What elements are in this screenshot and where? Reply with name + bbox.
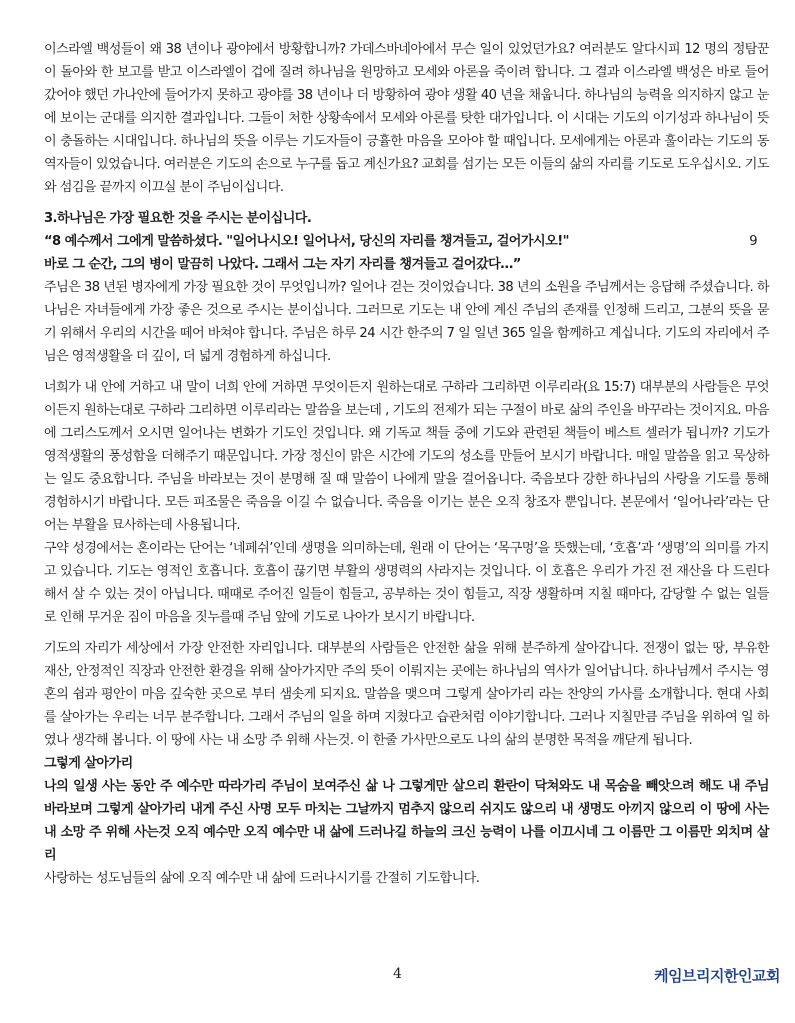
paragraph-gap: [44, 629, 769, 637]
verse-number: 9: [749, 234, 757, 249]
paragraph-gap: [44, 368, 769, 376]
section-heading-3: 3.하나님은 가장 필요한 것을 주시는 분이십니다.: [44, 211, 312, 226]
paragraph-wilderness: 이스라엘 백성들이 왜 38 년이나 광야에서 방황합니까? 가데스바네아에서 무슨 일이 있었던가요? 여러분도 알다시피 12 명의 정탐꾼이 돌아와 한 보고를 받고 이스라엘이 겁에 질려 하나님을 원망하고 모세와 아론을 죽이려 합니다. 그 결과 이스라엘 백성은 바로 들어갔어야 했던 가나안에 들어가지 못하고 광야를 38 년이나 더 방황하여 광야 생활 40 년을 채웁니다. 하나님의 능력을 의지하지 않고 눈에 보이는 군대를 의지한 결과입니다. 그들이 처한 상황속에서 모세와 아론를 탓한 대가입니다. 이 시대는 기도의 이기성과 하나님이 뜻이 충돌하는 시대입니다. 하나님의 뜻을 이루는 기도자들이 긍휼한 마음을 모아야 할 때입니다. 모세에게는 아론과 훌이라는 기도의 동역자들이 있었습니다. 여러분은 기도의 손으로 누구를 돕고 계신가요? 교회를 섬기는 모든 이들의 삶의 자리를 기도로 도우십시오. 기도와 섬김을 끝까지 이끄실 분이 주님이십니다.: [44, 42, 769, 195]
page-footer: [0, 966, 795, 990]
church-name: 케임브리지한인교회: [654, 967, 780, 985]
page-content: [44, 38, 769, 890]
paragraph-abide: 너희가 내 안에 거하고 내 말이 너희 안에 거하면 무엇이든지 원하는대로 구하라 그리하면 이루리라(요 15:7) 대부분의 사람들은 무엇이든지 원하는대로 구하라 그리하면 이루리라는 말씀을 보는데 , 기도의 전제가 되는 구절이 바로 삶의 주인을 바꾸라는 것이지요. 마음에 그리스도께서 오시면 일어나는 변화가 기도인 것입니다. 왜 기독교 책들 중에 기도와 관련된 책들이 베스트 셀러가 됩니까? 기도가 영적생활의 풍성함을 더해주기 때문입니다. 가장 정신이 맑은 시간에 기도의 성소를 만들어 보시기 바랍니다. 매일 말씀을 읽고 묵상하는 일도 중요합니다. 주님을 바라보는 것이 분명해 질 때 말씀이 나에게 말을 걸어옵니다. 죽음보다 강한 하나님의 사랑을 기도를 통해 경험하시기 바랍니다. 모든 피조물은 죽음을 이길 수 없습니다. 죽음을 이기는 분은 오직 창조자 뿐입니다. 본문에서 ‘일어나라’라는 단어는 부활을 묘사하는데 사용됩니다.: [44, 380, 769, 533]
scripture-line-2: 바로 그 순간, 그의 병이 말끔히 나았다. 그래서 그는 자기 자리를 챙겨들고 걸어갔다…”: [44, 257, 521, 272]
closing-prayer: 사랑하는 성도님들의 삶에 오직 예수만 내 삶에 드러나시기를 간절히 기도합니다.: [44, 871, 480, 886]
paragraph-safe-place: 기도의 자리가 세상에서 가장 안전한 자리입니다. 대부분의 사람들은 안전한 삶을 위해 분주하게 살아갑니다. 전쟁이 없는 땅, 부유한 재산, 안정적인 직장과 안전한 환경을 위해 살아가지만 주의 뜻이 이뤄지는 곳에는 하나님의 역사가 일어납니다. 하나님께서 주시는 영혼의 쉼과 평안이 마음 깊숙한 곳으로 부터 샘솟게 되지요. 말씀을 맺으며 그렇게 살아가리 라는 찬양의 가사를 소개합니다. 현대 사회를 살아가는 우리는 너무 분주합니다. 그래서 주님의 일을 하며 지쳤다고 습관처럼 이야기합니다. 그러나 지칠만큼 주님을 위하여 일 하였나 생각해 봅니다. 이 땅에 사는 내 소망 주 위해 사는것. 이 한줄 가사만으로도 나의 삶의 분명한 목적을 깨닫게 됩니다.: [44, 641, 769, 748]
song-lyrics: 나의 일생 사는 동안 주 예수만 따라가리 주님이 보여주신 삶 나 그렇게만 살으리 환란이 닥쳐와도 내 목숨을 빼앗으려 해도 내 주님 바라보며 그렇게 살아가리 내게 주신 사명 모두 마치는 그날까지 멈추지 않으리 쉬지도 않으리 내 생명도 아끼지 않으리 이 땅에 사는 내 소망 주 위해 사는것 오직 예수만 오직 예수만 내 삶에 드러나길 하늘의 크신 능력이 나를 이끄시네 그 이름만 그 이름만 외치며 살리: [44, 779, 769, 863]
scripture-line-1: [44, 230, 769, 253]
paragraph-gap: [44, 199, 769, 207]
paragraph-38-years: 주님은 38 년된 병자에게 가장 필요한 것이 무엇입니까? 일어나 걷는 것이었습니다. 38 년의 소원을 주님께서는 응답해 주셨습니다. 하나님은 자녀들에게 가장 좋은 것으로 주시는 분이십니다. 그러므로 기도는 내 안에 계신 주님의 존재를 인정해 드리고, 그분의 뜻을 묻기 위해서 우리의 시간을 떼어 바쳐야 합니다. 주님은 하루 24 시간 한주의 7 일 일년 365 일을 함께하고 계십니다. 기도의 자리에서 주님은 영적생활을 더 깊이, 더 넓게 경험하게 하십니다.: [44, 280, 769, 364]
page-number: 4: [393, 966, 402, 982]
paragraph-nephesh: 구약 성경에서는 혼이라는 단어는 ‘네페쉬’인데 생명을 의미하는데, 원래 이 단어는 ‘목구멍’을 뜻했는데, ‘호흡’과 ‘생명’의 의미를 가지고 있습니다. 기도는 영적인 호흡니다. 호흡이 끊기면 부활의 생명력의 사라지는 것입니다. 이 호흡은 우리가 가진 전 재산을 다 드린다 해서 살 수 있는 것이 아닙니다. 때때로 주어진 일들이 힘들고, 공부하는 것이 힘들고, 직장 생활하며 지칠 때마다, 감당할 수 없는 일들로 인해 무거운 짐이 마음을 짓누를때 주님 앞에 기도로 나아가 보시기 바랍니다.: [44, 541, 769, 625]
song-title: 그렇게 살아가리: [44, 756, 133, 771]
scripture-text-1: “8 예수께서 그에게 말씀하셨다. "일어나시오! 일어나서, 당신의 자리를 챙겨들고, 걸어가시오!": [44, 234, 569, 249]
